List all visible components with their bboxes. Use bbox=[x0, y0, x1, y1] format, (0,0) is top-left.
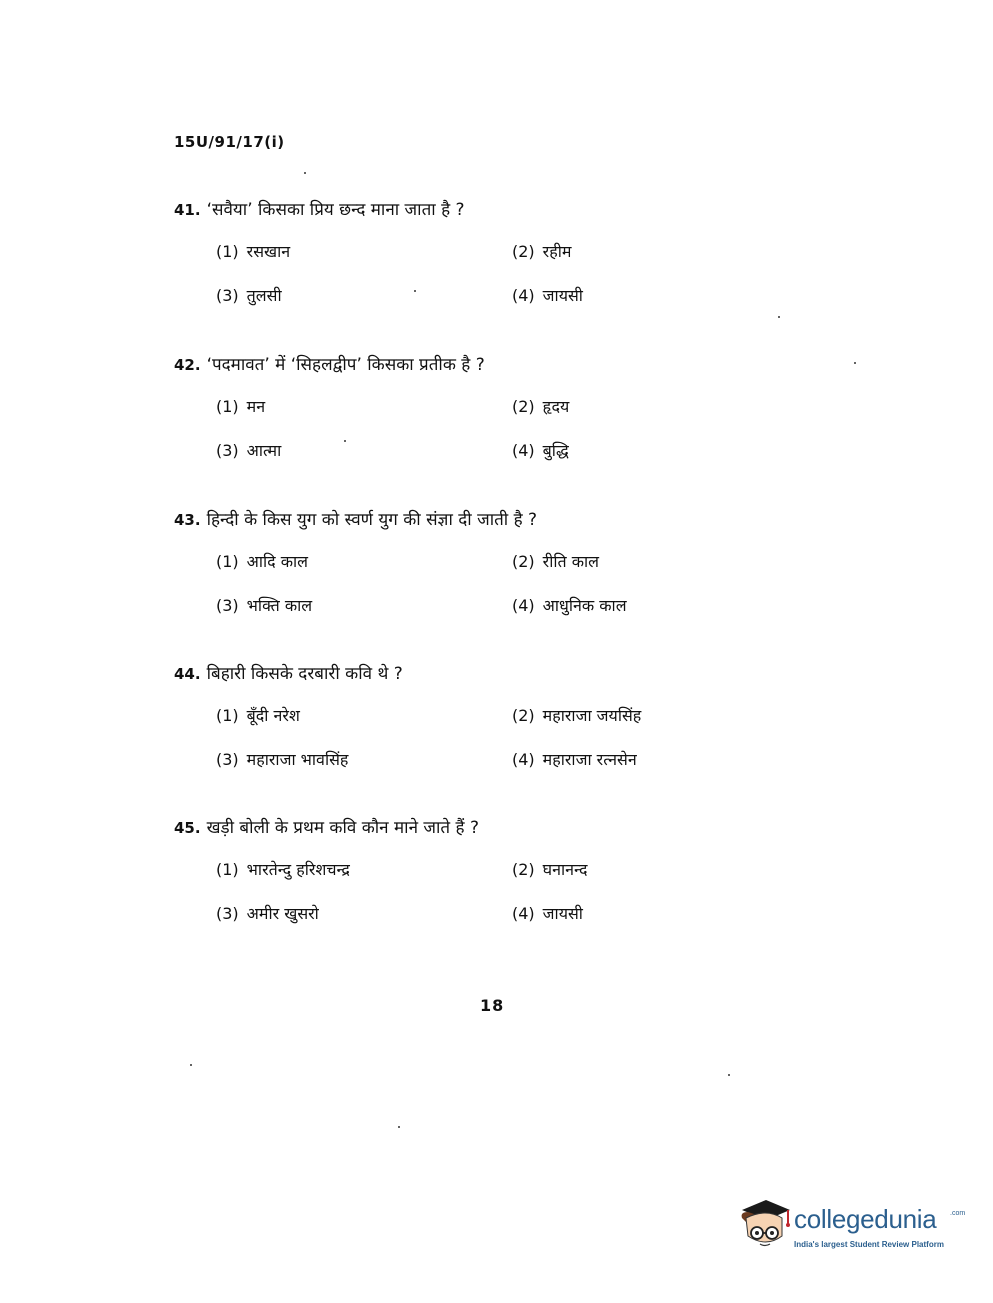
scan-speck bbox=[854, 362, 856, 364]
question-stem bbox=[174, 816, 734, 840]
option-1: (1) बूँदी नरेश bbox=[216, 706, 300, 725]
option-4: (4) महाराजा रत्नसेन bbox=[512, 750, 637, 769]
question-number: 44. bbox=[174, 665, 201, 683]
option-3: (3) अमीर खुसरो bbox=[216, 904, 319, 923]
options-grid bbox=[216, 858, 734, 940]
option-3: (3) महाराजा भावसिंह bbox=[216, 750, 349, 769]
option-4: (4) आधुनिक काल bbox=[512, 596, 627, 615]
scan-speck bbox=[414, 290, 416, 292]
question-number: 45. bbox=[174, 819, 201, 837]
question-stem bbox=[174, 198, 734, 222]
question-43 bbox=[174, 508, 734, 632]
option-2: (2) हृदय bbox=[512, 397, 570, 416]
question-text: बिहारी किसके दरबारी कवि थे ? bbox=[206, 664, 403, 684]
question-42 bbox=[174, 353, 734, 477]
brand-domain: .com bbox=[950, 1210, 966, 1217]
question-stem bbox=[174, 662, 734, 686]
question-44 bbox=[174, 662, 734, 786]
brand-name: collegedunia bbox=[794, 1204, 937, 1234]
option-3: (3) आत्मा bbox=[216, 441, 282, 460]
scan-speck bbox=[728, 1074, 730, 1076]
option-1: (1) मन bbox=[216, 397, 266, 416]
question-45 bbox=[174, 816, 734, 940]
option-1: (1) रसखान bbox=[216, 242, 291, 261]
question-number: 42. bbox=[174, 356, 201, 374]
option-2: (2) महाराजा जयसिंह bbox=[512, 706, 642, 725]
page-number: 18 bbox=[480, 996, 505, 1015]
option-2: (2) घनानन्द bbox=[512, 860, 588, 879]
question-text: हिन्दी के किस युग को स्वर्ण युग की संज्ञा दी जाती है ? bbox=[206, 510, 538, 530]
option-3: (3) तुलसी bbox=[216, 286, 282, 305]
option-4: (4) जायसी bbox=[512, 286, 583, 305]
options-grid bbox=[216, 550, 734, 632]
scan-speck bbox=[398, 1126, 400, 1128]
option-4: (4) जायसी bbox=[512, 904, 583, 923]
option-1: (1) भारतेन्दु हरिशचन्द्र bbox=[216, 860, 350, 879]
question-number: 43. bbox=[174, 511, 201, 529]
scan-speck bbox=[778, 316, 780, 318]
option-3: (3) भक्ति काल bbox=[216, 596, 313, 615]
scan-speck bbox=[344, 440, 346, 442]
question-text: खड़ी बोली के प्रथम कवि कौन माने जाते हैं ? bbox=[206, 818, 479, 838]
collegedunia-watermark bbox=[736, 1196, 966, 1258]
question-text: ‘सवैया’ किसका प्रिय छन्द माना जाता है ? bbox=[206, 200, 465, 220]
option-2: (2) रहीम bbox=[512, 242, 572, 261]
option-1: (1) आदि काल bbox=[216, 552, 309, 571]
option-4: (4) बुद्धि bbox=[512, 441, 569, 460]
scan-speck bbox=[190, 1064, 192, 1066]
scan-speck bbox=[304, 172, 306, 174]
question-41 bbox=[174, 198, 734, 322]
question-stem bbox=[174, 353, 734, 377]
brand-tagline: India's largest Student Review Platform bbox=[794, 1240, 944, 1249]
question-stem bbox=[174, 508, 734, 532]
student-mascot-icon bbox=[736, 1196, 794, 1258]
paper-code: 15U/91/17(i) bbox=[174, 133, 285, 151]
option-2: (2) रीति काल bbox=[512, 552, 599, 571]
options-grid bbox=[216, 704, 734, 786]
options-grid bbox=[216, 240, 734, 322]
options-grid bbox=[216, 395, 734, 477]
question-number: 41. bbox=[174, 201, 201, 219]
question-text: ‘पदमावत’ में ‘सिहलद्वीप’ किसका प्रतीक है ? bbox=[206, 355, 485, 375]
